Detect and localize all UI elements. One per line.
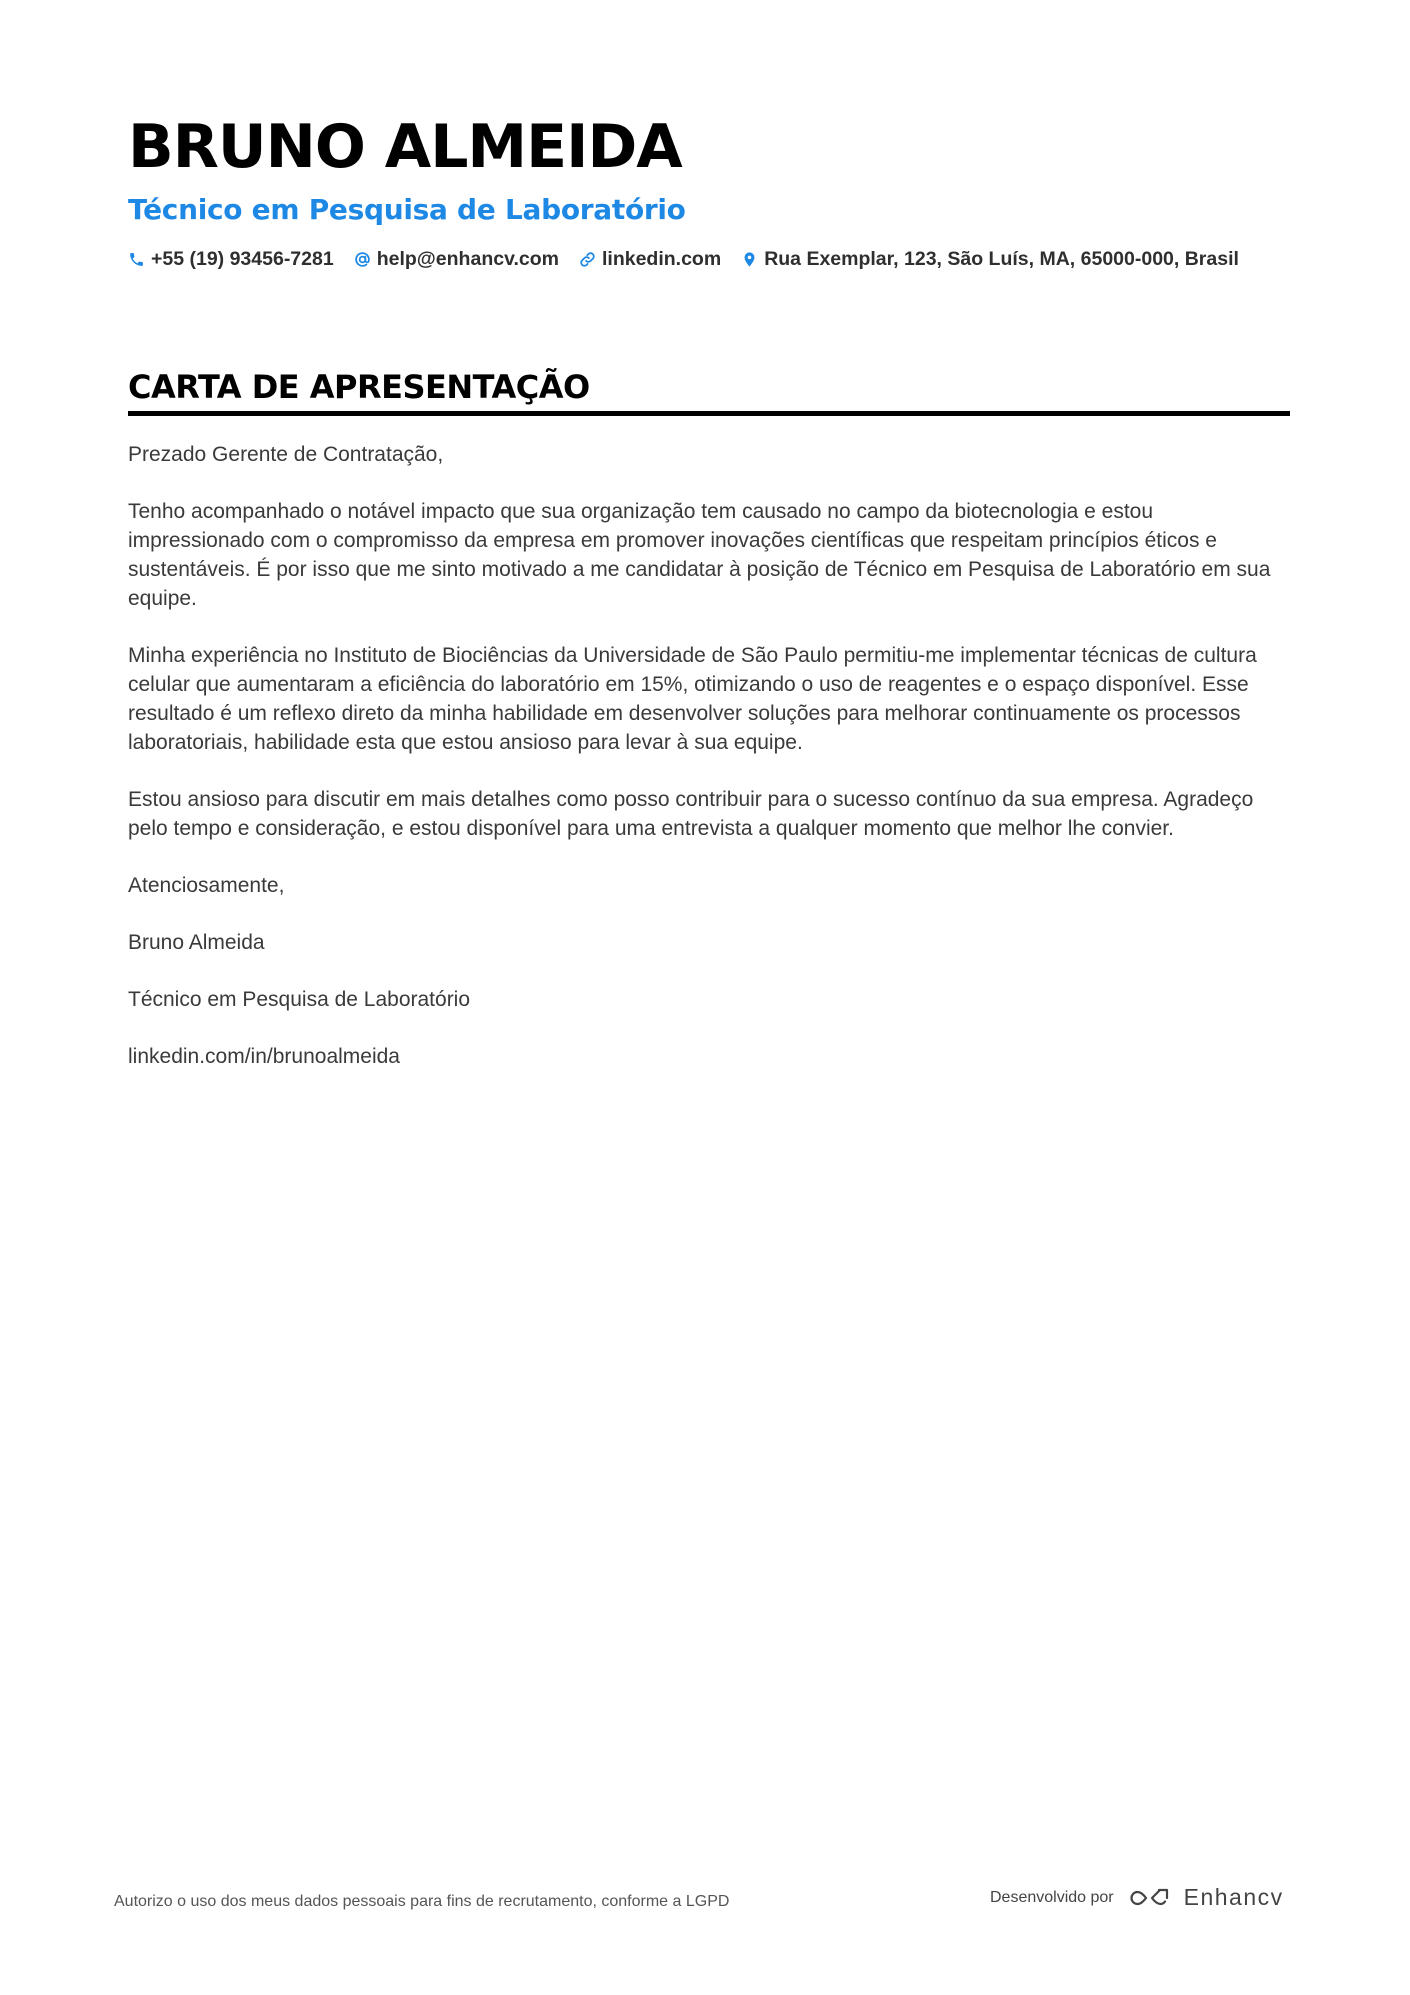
- cover-letter-section: [128, 365, 1290, 1099]
- powered-by-label: Desenvolvido por: [990, 1888, 1114, 1906]
- contact-address-text: Rua Exemplar, 123, São Luís, MA, 65000-000, Brasil: [764, 248, 1239, 270]
- contact-bar: [128, 248, 1288, 271]
- salutation: Prezado Gerente de Contratação,: [128, 443, 444, 466]
- contact-phone-text: +55 (19) 93456-7281: [151, 248, 334, 270]
- powered-by[interactable]: [990, 1884, 1284, 1911]
- signature-name: Bruno Almeida: [128, 931, 265, 954]
- brand-name: Enhancv: [1183, 1884, 1284, 1910]
- contact-linkedin[interactable]: [579, 248, 721, 271]
- signature-linkedin: linkedin.com/in/brunoalmeida: [128, 1045, 400, 1068]
- letter-body: [128, 440, 1290, 1071]
- consent-note: Autorizo o uso dos meus dados pessoais para fins de recrutamento, conforme a LGPD: [114, 1893, 730, 1910]
- location-pin-icon: [741, 251, 758, 268]
- candidate-name: BRUNO ALMEIDA: [128, 112, 682, 182]
- paragraph-closing: Estou ansioso para discutir em mais detalhes como posso contribuir para o sucesso contínuo da sua empresa. Agradeço pelo tempo e consideração, e estou disponível para uma entrevista a qualquer momento que melhor lhe convier.: [128, 788, 1254, 840]
- at-icon: [354, 251, 371, 268]
- paragraph-intro: Tenho acompanhado o notável impacto que sua organização tem causado no campo da biotecnologia e estou impressionado com o compromisso da empresa em promover inovações científicas que respeitam princípios éticos e sustentáveis. É por isso que me sinto motivado a me candidatar à posição de Técnico em Pesquisa de Laboratório em sua equipe.: [128, 500, 1271, 610]
- signature-title: Técnico em Pesquisa de Laboratório: [128, 988, 471, 1011]
- contact-email-text: help@enhancv.com: [376, 248, 559, 270]
- contact-linkedin-text: linkedin.com: [601, 248, 722, 270]
- paragraph-experience: Minha experiência no Instituto de Biociências da Universidade de São Paulo permitiu-me implementar técnicas de cultura celular que aumentaram a eficiência do laboratório em 15%, otimizando o uso de reagentes e o espaço disponível. Esse resultado é um reflexo direto da minha habilidade em desenvolver soluções para melhorar continuamente os processos laboratoriais, habilidade esta que estou ansioso para levar à sua equipe.: [128, 644, 1257, 754]
- phone-icon: [128, 251, 145, 268]
- link-icon: [579, 251, 596, 268]
- section-title: CARTA DE APRESENTAÇÃO: [128, 368, 590, 406]
- job-title: Técnico em Pesquisa de Laboratório: [128, 193, 686, 226]
- contact-address: [741, 248, 1239, 271]
- section-divider: [128, 411, 1290, 416]
- enhancv-logo-icon: [1126, 1885, 1172, 1911]
- header: [128, 108, 1288, 271]
- contact-email[interactable]: [354, 248, 559, 271]
- sign-off: Atenciosamente,: [128, 874, 285, 897]
- contact-phone: [128, 248, 334, 271]
